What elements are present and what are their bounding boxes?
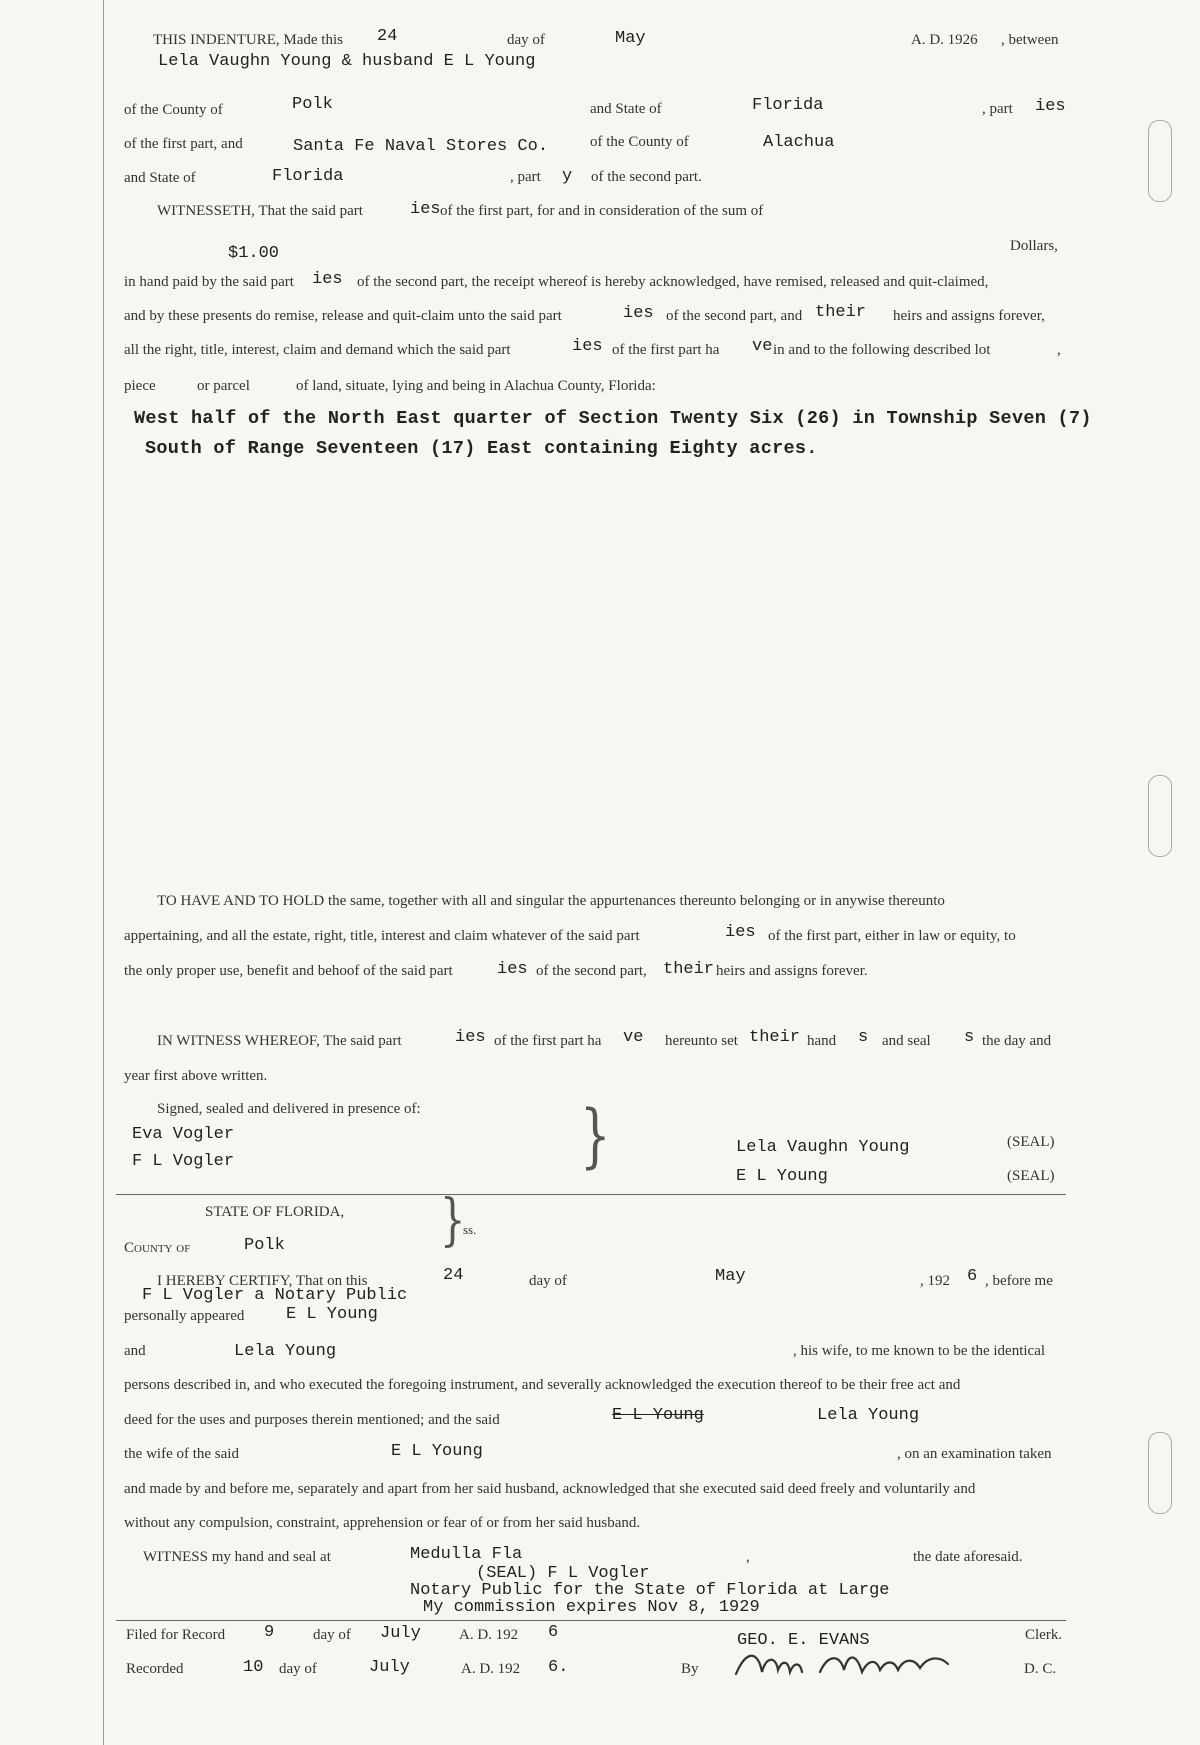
second-part-text: of the second part. (591, 169, 702, 185)
clerk-label: Clerk. (1025, 1627, 1063, 1643)
witnesseth-line1b: of the first part, for and in consideration of the sum of (440, 203, 764, 219)
second-part-suffix: y (562, 167, 573, 186)
witnesseth-line4-fill: ies (572, 337, 603, 356)
land-location-text: of land, situate, lying and being in Alachua County, Florida: (296, 378, 656, 394)
first-county: Polk (292, 95, 333, 114)
ack-persons-line: persons described in, and who executed the foregoing instrument, and severally acknowledged the execution thereof to be their free act and (124, 1377, 961, 1393)
habendum-line2a: appertaining, and all the estate, right, title, interest and claim whatever of the said part (124, 928, 640, 944)
part-label: , part (982, 101, 1013, 117)
testimonium-fill2: ve (623, 1028, 644, 1047)
legal-description-line2: South of Range Seventeen (17) East containing Eighty acres. (145, 438, 818, 459)
deputy-handwritten-signature (728, 1642, 978, 1690)
wife-text: , his wife, to me known to be the identical (793, 1343, 1046, 1359)
witnesseth-line3a: and by these presents do remise, release and quit-claim unto the said part (124, 308, 562, 324)
witness-2: F L Vogler (132, 1152, 235, 1171)
certify-day: 24 (443, 1266, 464, 1285)
witnesseth-line2b: of the second part, the receipt whereof is hereby acknowledged, have remised, released and quit-claimed, (357, 274, 989, 290)
ack-state: STATE OF FLORIDA, (205, 1204, 345, 1220)
deed-wife-name: Lela Young (817, 1406, 920, 1425)
state-of-label: and State of (590, 101, 662, 117)
filed-day: 9 (264, 1623, 275, 1642)
ss-brace: } (440, 1188, 466, 1254)
ss-label: ss. (463, 1222, 477, 1237)
habendum-line1: TO HAVE AND TO HOLD the same, together with all and singular the appurtenances thereunto belonging or in anywise thereunto (157, 893, 945, 909)
signature-brace: } (580, 1095, 611, 1177)
filed-day-of: day of (313, 1627, 351, 1643)
witnesseth-line3b: of the second part, and (666, 308, 803, 324)
habendum-line3c: heirs and assigns forever. (716, 963, 868, 979)
binder-hole (1148, 1432, 1172, 1514)
county-of-label: of the County of (124, 102, 223, 118)
notary-officer: F L Vogler a Notary Public (142, 1286, 408, 1305)
testimonium-line1b: of the first part ha (494, 1033, 602, 1049)
witnesseth-line4b: of the first part ha (612, 342, 720, 358)
indenture-day: 24 (377, 27, 398, 46)
filed-year: 6 (548, 1623, 559, 1642)
habendum-line2b: of the first part, either in law or equity, to (768, 928, 1016, 944)
date-aforesaid: the date aforesaid. (913, 1549, 1023, 1565)
binder-hole (1148, 775, 1172, 857)
struck-name: E L Young (612, 1406, 704, 1425)
witness-comma: , (746, 1549, 750, 1565)
husband-name: E L Young (391, 1442, 483, 1461)
certify-before-me: , before me (985, 1273, 1053, 1289)
appeared-name: E L Young (286, 1305, 378, 1324)
clerk-name: GEO. E. EVANS (737, 1631, 870, 1650)
consideration-amount: $1.00 (228, 244, 280, 263)
habendum-line3-fill2: their (663, 960, 715, 979)
first-state: Florida (752, 96, 824, 115)
witnesseth-line4-fill2: ve (752, 337, 773, 356)
indenture-intro: THIS INDENTURE, Made this (153, 32, 343, 48)
second-part-label: , part (510, 169, 541, 185)
seal-1: (SEAL) (1007, 1134, 1055, 1150)
recorded-year: 6. (548, 1658, 569, 1677)
recording-divider (116, 1620, 1066, 1621)
presence-label: Signed, sealed and delivered in presence of: (157, 1101, 421, 1117)
testimonium-fill4: s (858, 1028, 869, 1047)
habendum-line3b: of the second part, (536, 963, 647, 979)
witnesseth-line4-comma: , (1057, 342, 1061, 358)
habendum-line2-fill: ies (725, 923, 756, 942)
second-county: Alachua (763, 133, 835, 152)
habendum-line3-fill: ies (497, 960, 528, 979)
witnesseth-line1a: WITNESSETH, That the said part (157, 203, 363, 219)
testimonium-line1d: hand (807, 1033, 837, 1049)
witnesseth-line2-fill: ies (312, 270, 343, 289)
certify-month: May (715, 1267, 746, 1286)
first-part-suffix: ies (1035, 97, 1066, 116)
recorded-day-of: day of (279, 1661, 317, 1677)
witnesseth-line1-fill: ies (410, 200, 441, 219)
day-of-label: day of (507, 32, 545, 48)
testimonium-fill: ies (455, 1028, 486, 1047)
witness-place: Medulla Fla (410, 1545, 523, 1564)
filed-month: July (380, 1624, 421, 1643)
ack-county: Polk (244, 1236, 285, 1255)
witness-hand-label: WITNESS my hand and seal at (143, 1549, 331, 1565)
notary-seal-signature: (SEAL) F L Vogler (476, 1564, 650, 1583)
wife-name: Lela Young (234, 1342, 337, 1361)
filed-label: Filed for Record (126, 1627, 226, 1643)
binder-hole (1148, 120, 1172, 202)
witnesseth-line4a: all the right, title, interest, claim and demand which the said part (124, 342, 511, 358)
appeared-label: personally appeared (124, 1308, 245, 1324)
certify-year-prefix: , 192 (920, 1273, 950, 1289)
first-part-label: of the first part, and (124, 136, 243, 152)
between-label: , between (1001, 32, 1059, 48)
habendum-line3a: the only proper use, benefit and behoof of the said part (124, 963, 453, 979)
deputy-clerk-label: D. C. (1024, 1661, 1057, 1677)
recorded-day: 10 (243, 1658, 264, 1677)
dollars-label: Dollars, (1010, 238, 1058, 254)
parcel-label: or parcel (197, 378, 250, 394)
second-county-label: of the County of (590, 134, 689, 150)
left-margin-rule (103, 0, 104, 1745)
testimonium-line2: year first above written. (124, 1068, 268, 1084)
testimonium-fill3: their (749, 1028, 801, 1047)
second-state-label: and State of (124, 170, 196, 186)
testimonium-line1f: the day and (982, 1033, 1052, 1049)
witnesseth-line3-fill2: their (815, 303, 867, 322)
testimonium-line1e: and seal (882, 1033, 931, 1049)
second-state: Florida (272, 167, 344, 186)
certify-text: I HEREBY CERTIFY, That on this (157, 1273, 368, 1289)
witnesseth-line2a: in hand paid by the said part (124, 274, 294, 290)
and-label: and (124, 1343, 146, 1359)
filed-ad: A. D. 192 (459, 1627, 519, 1643)
signer-1: Lela Vaughn Young (736, 1138, 910, 1157)
ack-county-label: County of (124, 1240, 191, 1256)
recorded-month: July (369, 1658, 410, 1677)
by-label: By (681, 1661, 699, 1677)
testimonium-line1c: hereunto set (665, 1033, 738, 1049)
legal-description-line1: West half of the North East quarter of Section Twenty Six (26) in Township Seven (7) (134, 408, 1092, 429)
signer-2: E L Young (736, 1167, 828, 1186)
ack-deed-line: deed for the uses and purposes therein mentioned; and the said (124, 1412, 500, 1428)
certify-year-digit: 6 (967, 1267, 978, 1286)
examination-text: , on an examination taken (897, 1446, 1052, 1462)
piece-label: piece (124, 378, 156, 394)
testimonium-line1a: IN WITNESS WHEREOF, The said part (157, 1033, 402, 1049)
grantors: Lela Vaughn Young & husband E L Young (158, 52, 536, 71)
section-divider (116, 1194, 1066, 1195)
ack-made-line: and made by and before me, separately and apart from her said husband, acknowledged that she executed said deed freely and voluntarily and (124, 1481, 976, 1497)
notary-title: Notary Public for the State of Florida at Large (410, 1581, 890, 1600)
ack-without-line: without any compulsion, constraint, apprehension or fear of or from her said husband. (124, 1515, 641, 1531)
witness-1: Eva Vogler (132, 1125, 235, 1144)
recorded-ad: A. D. 192 (461, 1661, 521, 1677)
indenture-month: May (615, 29, 646, 48)
ack-wife-line: the wife of the said (124, 1446, 239, 1462)
ad-year: A. D. 1926 (911, 32, 978, 48)
witnesseth-line4c: in and to the following described lot (773, 342, 991, 358)
grantee: Santa Fe Naval Stores Co. (293, 137, 549, 156)
recorded-label: Recorded (126, 1661, 184, 1677)
certify-day-of: day of (529, 1273, 567, 1289)
notary-commission: My commission expires Nov 8, 1929 (423, 1598, 760, 1617)
seal-2: (SEAL) (1007, 1168, 1055, 1184)
witnesseth-line3c: heirs and assigns forever, (893, 308, 1045, 324)
testimonium-fill5: s (964, 1028, 975, 1047)
witnesseth-line3-fill: ies (623, 304, 654, 323)
